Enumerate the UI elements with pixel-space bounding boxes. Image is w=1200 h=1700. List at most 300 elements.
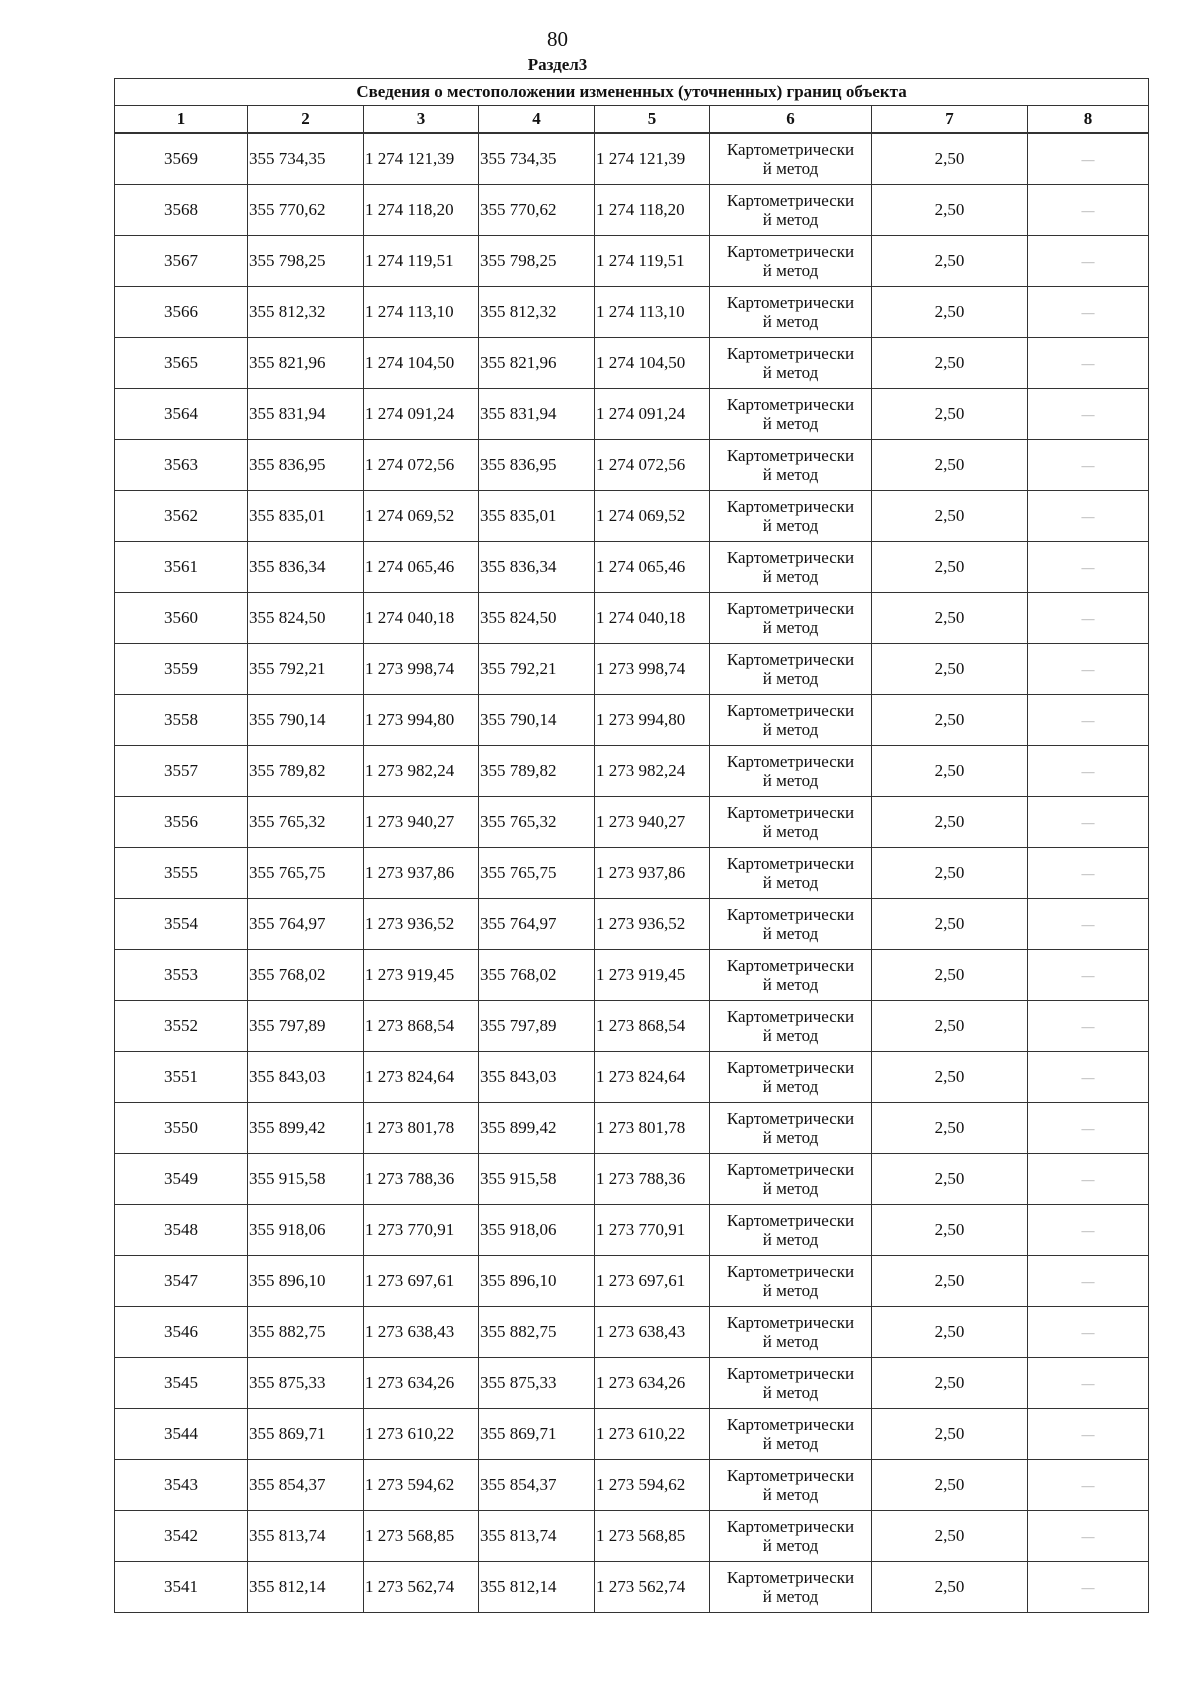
cell-col-6-method [710, 1052, 872, 1103]
cell-col-2: 355 765,75 [248, 848, 364, 899]
table-row [115, 1409, 1149, 1460]
cell-col-2: 355 882,75 [248, 1307, 364, 1358]
method-line-1: Картометрически [726, 752, 855, 771]
cell-col-1: 3569 [115, 133, 248, 185]
cell-col-6-method [710, 1409, 872, 1460]
cell-col-1: 3568 [115, 185, 248, 236]
table-row [115, 797, 1149, 848]
cell-col-3: 1 273 562,74 [364, 1562, 479, 1613]
cell-col-3: 1 273 788,36 [364, 1154, 479, 1205]
cell-col-1: 3558 [115, 695, 248, 746]
column-header: 3 [364, 106, 479, 134]
method-line-2: й метод [762, 618, 819, 637]
cell-col-3: 1 274 091,24 [364, 389, 479, 440]
cell-col-5: 1 274 104,50 [595, 338, 710, 389]
cell-col-1: 3548 [115, 1205, 248, 1256]
table-row [115, 1154, 1149, 1205]
cell-col-2: 355 770,62 [248, 185, 364, 236]
cell-col-5: 1 273 936,52 [595, 899, 710, 950]
cell-col-5: 1 273 770,91 [595, 1205, 710, 1256]
method-line-2: й метод [762, 720, 819, 739]
dash-mark: — [1081, 1121, 1095, 1136]
cell-col-7-accuracy: 2,50 [872, 1409, 1028, 1460]
method-line-1: Картометрически [726, 242, 855, 261]
cell-col-1: 3545 [115, 1358, 248, 1409]
method-line-2: й метод [762, 414, 819, 433]
cell-col-4: 355 768,02 [479, 950, 595, 1001]
dash-mark: — [1081, 662, 1095, 677]
cell-col-1: 3542 [115, 1511, 248, 1562]
cell-col-3: 1 274 118,20 [364, 185, 479, 236]
table-row [115, 1460, 1149, 1511]
cell-col-7-accuracy: 2,50 [872, 848, 1028, 899]
cell-col-4: 355 843,03 [479, 1052, 595, 1103]
cell-col-4: 355 836,34 [479, 542, 595, 593]
cell-col-3: 1 273 936,52 [364, 899, 479, 950]
cell-col-5: 1 273 824,64 [595, 1052, 710, 1103]
dash-mark: — [1081, 1580, 1095, 1595]
method-line-1: Картометрически [726, 1415, 855, 1434]
table-row [115, 1511, 1149, 1562]
cell-col-5: 1 274 091,24 [595, 389, 710, 440]
cell-col-7-accuracy: 2,50 [872, 542, 1028, 593]
cell-col-7-accuracy: 2,50 [872, 440, 1028, 491]
cell-col-8 [1028, 389, 1149, 440]
method-line-1: Картометрически [726, 1007, 855, 1026]
cell-col-1: 3551 [115, 1052, 248, 1103]
cell-col-2: 355 821,96 [248, 338, 364, 389]
cell-col-5: 1 274 118,20 [595, 185, 710, 236]
cell-col-1: 3561 [115, 542, 248, 593]
cell-col-5: 1 274 072,56 [595, 440, 710, 491]
cell-col-6-method [710, 1460, 872, 1511]
cell-col-1: 3554 [115, 899, 248, 950]
cell-col-1: 3564 [115, 389, 248, 440]
table-row [115, 491, 1149, 542]
table-caption-row [115, 79, 1149, 106]
cell-col-3: 1 273 940,27 [364, 797, 479, 848]
cell-col-7-accuracy: 2,50 [872, 287, 1028, 338]
table-row [115, 542, 1149, 593]
table-row [115, 1562, 1149, 1613]
cell-col-6-method [710, 1562, 872, 1613]
cell-col-2: 355 812,32 [248, 287, 364, 338]
method-line-2: й метод [762, 363, 819, 382]
cell-col-2: 355 734,35 [248, 133, 364, 185]
dash-mark: — [1081, 1427, 1095, 1442]
cell-col-5: 1 273 697,61 [595, 1256, 710, 1307]
table-row [115, 746, 1149, 797]
cell-col-1: 3543 [115, 1460, 248, 1511]
cell-col-8 [1028, 1256, 1149, 1307]
cell-col-3: 1 274 119,51 [364, 236, 479, 287]
cell-col-6-method [710, 644, 872, 695]
column-header: 7 [872, 106, 1028, 134]
cell-col-1: 3559 [115, 644, 248, 695]
method-line-2: й метод [762, 924, 819, 943]
cell-col-2: 355 768,02 [248, 950, 364, 1001]
method-line-2: й метод [762, 822, 819, 841]
cell-col-3: 1 273 994,80 [364, 695, 479, 746]
cell-col-6-method [710, 133, 872, 185]
method-line-1: Картометрически [726, 446, 855, 465]
column-header: 4 [479, 106, 595, 134]
method-line-1: Картометрически [726, 1517, 855, 1536]
method-line-1: Картометрически [726, 1058, 855, 1077]
method-line-1: Картометрически [726, 854, 855, 873]
dash-mark: — [1081, 917, 1095, 932]
cell-col-2: 355 869,71 [248, 1409, 364, 1460]
dash-mark: — [1081, 815, 1095, 830]
cell-col-2: 355 918,06 [248, 1205, 364, 1256]
cell-col-6-method [710, 1205, 872, 1256]
table-row [115, 236, 1149, 287]
cell-col-6-method [710, 287, 872, 338]
table-caption: Сведения о местоположении измененных (уточненных) границ объекта [115, 79, 1149, 106]
dash-mark: — [1081, 458, 1095, 473]
table-row [115, 1103, 1149, 1154]
method-line-2: й метод [762, 567, 819, 586]
cell-col-1: 3557 [115, 746, 248, 797]
cell-col-4: 355 835,01 [479, 491, 595, 542]
dash-mark: — [1081, 866, 1095, 881]
cell-col-2: 355 824,50 [248, 593, 364, 644]
cell-col-3: 1 274 121,39 [364, 133, 479, 185]
cell-col-4: 355 789,82 [479, 746, 595, 797]
cell-col-2: 355 835,01 [248, 491, 364, 542]
cell-col-8 [1028, 338, 1149, 389]
cell-col-4: 355 836,95 [479, 440, 595, 491]
method-line-2: й метод [762, 771, 819, 790]
cell-col-1: 3553 [115, 950, 248, 1001]
cell-col-8 [1028, 1358, 1149, 1409]
cell-col-5: 1 273 594,62 [595, 1460, 710, 1511]
method-line-2: й метод [762, 516, 819, 535]
method-line-1: Картометрически [726, 1568, 855, 1587]
method-line-2: й метод [762, 1026, 819, 1045]
cell-col-4: 355 854,37 [479, 1460, 595, 1511]
method-line-1: Картометрически [726, 599, 855, 618]
dash-mark: — [1081, 560, 1095, 575]
method-line-1: Картометрически [726, 701, 855, 720]
cell-col-2: 355 797,89 [248, 1001, 364, 1052]
cell-col-7-accuracy: 2,50 [872, 950, 1028, 1001]
cell-col-2: 355 798,25 [248, 236, 364, 287]
method-line-1: Картометрически [726, 1466, 855, 1485]
cell-col-1: 3550 [115, 1103, 248, 1154]
cell-col-8 [1028, 1511, 1149, 1562]
method-line-2: й метод [762, 975, 819, 994]
cell-col-5: 1 274 069,52 [595, 491, 710, 542]
cell-col-2: 355 854,37 [248, 1460, 364, 1511]
method-line-2: й метод [762, 312, 819, 331]
cell-col-8 [1028, 1052, 1149, 1103]
cell-col-6-method [710, 1154, 872, 1205]
cell-col-7-accuracy: 2,50 [872, 1562, 1028, 1613]
cell-col-8 [1028, 542, 1149, 593]
table-row [115, 185, 1149, 236]
cell-col-6-method [710, 338, 872, 389]
cell-col-7-accuracy: 2,50 [872, 236, 1028, 287]
cell-col-7-accuracy: 2,50 [872, 695, 1028, 746]
cell-col-2: 355 896,10 [248, 1256, 364, 1307]
cell-col-1: 3552 [115, 1001, 248, 1052]
table-row [115, 338, 1149, 389]
cell-col-3: 1 274 113,10 [364, 287, 479, 338]
cell-col-5: 1 273 982,24 [595, 746, 710, 797]
column-header: 1 [115, 106, 248, 134]
method-line-1: Картометрически [726, 1109, 855, 1128]
method-line-1: Картометрически [726, 1364, 855, 1383]
dash-mark: — [1081, 1172, 1095, 1187]
dash-mark: — [1081, 764, 1095, 779]
cell-col-6-method [710, 1103, 872, 1154]
table-row [115, 848, 1149, 899]
method-line-1: Картометрически [726, 548, 855, 567]
cell-col-4: 355 918,06 [479, 1205, 595, 1256]
cell-col-1: 3567 [115, 236, 248, 287]
cell-col-1: 3566 [115, 287, 248, 338]
cell-col-3: 1 273 634,26 [364, 1358, 479, 1409]
cell-col-2: 355 915,58 [248, 1154, 364, 1205]
table-row [115, 1052, 1149, 1103]
method-line-2: й метод [762, 1434, 819, 1453]
cell-col-7-accuracy: 2,50 [872, 1511, 1028, 1562]
cell-col-2: 355 836,34 [248, 542, 364, 593]
cell-col-8 [1028, 1460, 1149, 1511]
method-line-2: й метод [762, 210, 819, 229]
method-line-1: Картометрически [726, 1211, 855, 1230]
cell-col-5: 1 274 113,10 [595, 287, 710, 338]
table-row [115, 1001, 1149, 1052]
cell-col-7-accuracy: 2,50 [872, 746, 1028, 797]
cell-col-7-accuracy: 2,50 [872, 1001, 1028, 1052]
cell-col-6-method [710, 1256, 872, 1307]
cell-col-4: 355 765,32 [479, 797, 595, 848]
cell-col-7-accuracy: 2,50 [872, 491, 1028, 542]
cell-col-3: 1 273 919,45 [364, 950, 479, 1001]
table-row [115, 1205, 1149, 1256]
method-line-1: Картометрически [726, 1160, 855, 1179]
cell-col-4: 355 896,10 [479, 1256, 595, 1307]
method-line-1: Картометрически [726, 956, 855, 975]
cell-col-8 [1028, 1103, 1149, 1154]
cell-col-8 [1028, 644, 1149, 695]
cell-col-7-accuracy: 2,50 [872, 1052, 1028, 1103]
page-number: 80 [547, 27, 568, 51]
cell-col-5: 1 273 634,26 [595, 1358, 710, 1409]
cell-col-3: 1 274 104,50 [364, 338, 479, 389]
table-row [115, 133, 1149, 185]
cell-col-5: 1 273 610,22 [595, 1409, 710, 1460]
cell-col-3: 1 273 937,86 [364, 848, 479, 899]
cell-col-6-method [710, 746, 872, 797]
cell-col-3: 1 273 594,62 [364, 1460, 479, 1511]
cell-col-6-method [710, 950, 872, 1001]
cell-col-4: 355 875,33 [479, 1358, 595, 1409]
cell-col-7-accuracy: 2,50 [872, 133, 1028, 185]
cell-col-6-method [710, 1511, 872, 1562]
cell-col-4: 355 770,62 [479, 185, 595, 236]
method-line-2: й метод [762, 1332, 819, 1351]
cell-col-4: 355 869,71 [479, 1409, 595, 1460]
cell-col-4: 355 831,94 [479, 389, 595, 440]
cell-col-7-accuracy: 2,50 [872, 1154, 1028, 1205]
method-line-2: й метод [762, 1281, 819, 1300]
cell-col-7-accuracy: 2,50 [872, 1460, 1028, 1511]
cell-col-8 [1028, 746, 1149, 797]
cell-col-7-accuracy: 2,50 [872, 899, 1028, 950]
cell-col-5: 1 273 562,74 [595, 1562, 710, 1613]
table-row [115, 899, 1149, 950]
dash-mark: — [1081, 713, 1095, 728]
cell-col-2: 355 792,21 [248, 644, 364, 695]
method-line-2: й метод [762, 1536, 819, 1555]
cell-col-8 [1028, 133, 1149, 185]
cell-col-8 [1028, 950, 1149, 1001]
cell-col-2: 355 899,42 [248, 1103, 364, 1154]
column-header: 8 [1028, 106, 1149, 134]
section-title: Раздел3 [527, 55, 588, 74]
cell-col-8 [1028, 287, 1149, 338]
cell-col-4: 355 812,14 [479, 1562, 595, 1613]
cell-col-5: 1 273 919,45 [595, 950, 710, 1001]
cell-col-6-method [710, 491, 872, 542]
cell-col-5: 1 274 119,51 [595, 236, 710, 287]
cell-col-5: 1 273 994,80 [595, 695, 710, 746]
cell-col-4: 355 882,75 [479, 1307, 595, 1358]
cell-col-3: 1 274 072,56 [364, 440, 479, 491]
cell-col-6-method [710, 848, 872, 899]
cell-col-1: 3556 [115, 797, 248, 848]
cell-col-1: 3546 [115, 1307, 248, 1358]
cell-col-7-accuracy: 2,50 [872, 338, 1028, 389]
dash-mark: — [1081, 1070, 1095, 1085]
cell-col-6-method [710, 593, 872, 644]
cell-col-6-method [710, 185, 872, 236]
method-line-2: й метод [762, 1128, 819, 1147]
cell-col-4: 355 797,89 [479, 1001, 595, 1052]
method-line-1: Картометрически [726, 140, 855, 159]
cell-col-3: 1 273 801,78 [364, 1103, 479, 1154]
cell-col-4: 355 813,74 [479, 1511, 595, 1562]
cell-col-6-method [710, 389, 872, 440]
cell-col-2: 355 831,94 [248, 389, 364, 440]
table-row [115, 1358, 1149, 1409]
cell-col-8 [1028, 491, 1149, 542]
table-row [115, 1307, 1149, 1358]
cell-col-4: 355 824,50 [479, 593, 595, 644]
cell-col-8 [1028, 236, 1149, 287]
cell-col-5: 1 274 121,39 [595, 133, 710, 185]
cell-col-2: 355 765,32 [248, 797, 364, 848]
cell-col-5: 1 273 788,36 [595, 1154, 710, 1205]
method-line-2: й метод [762, 873, 819, 892]
cell-col-5: 1 273 568,85 [595, 1511, 710, 1562]
table-body [115, 133, 1149, 1613]
dash-mark: — [1081, 305, 1095, 320]
column-header: 5 [595, 106, 710, 134]
cell-col-5: 1 273 638,43 [595, 1307, 710, 1358]
dash-mark: — [1081, 152, 1095, 167]
table-row [115, 593, 1149, 644]
table-row [115, 1256, 1149, 1307]
cell-col-5: 1 273 998,74 [595, 644, 710, 695]
dash-mark: — [1081, 968, 1095, 983]
cell-col-3: 1 274 069,52 [364, 491, 479, 542]
method-line-2: й метод [762, 669, 819, 688]
column-header: 6 [710, 106, 872, 134]
method-line-2: й метод [762, 261, 819, 280]
cell-col-8 [1028, 695, 1149, 746]
cell-col-4: 355 790,14 [479, 695, 595, 746]
table-row [115, 440, 1149, 491]
dash-mark: — [1081, 1529, 1095, 1544]
dash-mark: — [1081, 356, 1095, 371]
cell-col-1: 3544 [115, 1409, 248, 1460]
cell-col-6-method [710, 797, 872, 848]
cell-col-7-accuracy: 2,50 [872, 644, 1028, 695]
cell-col-6-method [710, 236, 872, 287]
cell-col-7-accuracy: 2,50 [872, 797, 1028, 848]
cell-col-6-method [710, 695, 872, 746]
boundary-coordinates-table [114, 78, 1149, 1613]
cell-col-3: 1 273 770,91 [364, 1205, 479, 1256]
cell-col-3: 1 274 065,46 [364, 542, 479, 593]
cell-col-5: 1 273 801,78 [595, 1103, 710, 1154]
cell-col-1: 3565 [115, 338, 248, 389]
cell-col-4: 355 812,32 [479, 287, 595, 338]
method-line-2: й метод [762, 1179, 819, 1198]
cell-col-8 [1028, 899, 1149, 950]
table-row [115, 950, 1149, 1001]
cell-col-4: 355 821,96 [479, 338, 595, 389]
cell-col-3: 1 274 040,18 [364, 593, 479, 644]
table-row [115, 287, 1149, 338]
cell-col-1: 3562 [115, 491, 248, 542]
cell-col-1: 3541 [115, 1562, 248, 1613]
cell-col-7-accuracy: 2,50 [872, 1103, 1028, 1154]
method-line-1: Картометрически [726, 497, 855, 516]
dash-mark: — [1081, 1223, 1095, 1238]
cell-col-8 [1028, 1205, 1149, 1256]
cell-col-8 [1028, 440, 1149, 491]
dash-mark: — [1081, 1478, 1095, 1493]
cell-col-2: 355 764,97 [248, 899, 364, 950]
method-line-2: й метод [762, 1587, 819, 1606]
cell-col-7-accuracy: 2,50 [872, 1307, 1028, 1358]
cell-col-3: 1 273 568,85 [364, 1511, 479, 1562]
cell-col-6-method [710, 1307, 872, 1358]
cell-col-5: 1 273 868,54 [595, 1001, 710, 1052]
method-line-2: й метод [762, 465, 819, 484]
cell-col-7-accuracy: 2,50 [872, 593, 1028, 644]
method-line-1: Картометрически [726, 293, 855, 312]
dash-mark: — [1081, 509, 1095, 524]
cell-col-6-method [710, 440, 872, 491]
cell-col-8 [1028, 1001, 1149, 1052]
cell-col-6-method [710, 1001, 872, 1052]
cell-col-3: 1 273 824,64 [364, 1052, 479, 1103]
cell-col-8 [1028, 848, 1149, 899]
cell-col-3: 1 273 697,61 [364, 1256, 479, 1307]
dash-mark: — [1081, 254, 1095, 269]
dash-mark: — [1081, 407, 1095, 422]
cell-col-8 [1028, 593, 1149, 644]
cell-col-5: 1 274 065,46 [595, 542, 710, 593]
method-line-1: Картометрически [726, 1313, 855, 1332]
table-row [115, 389, 1149, 440]
